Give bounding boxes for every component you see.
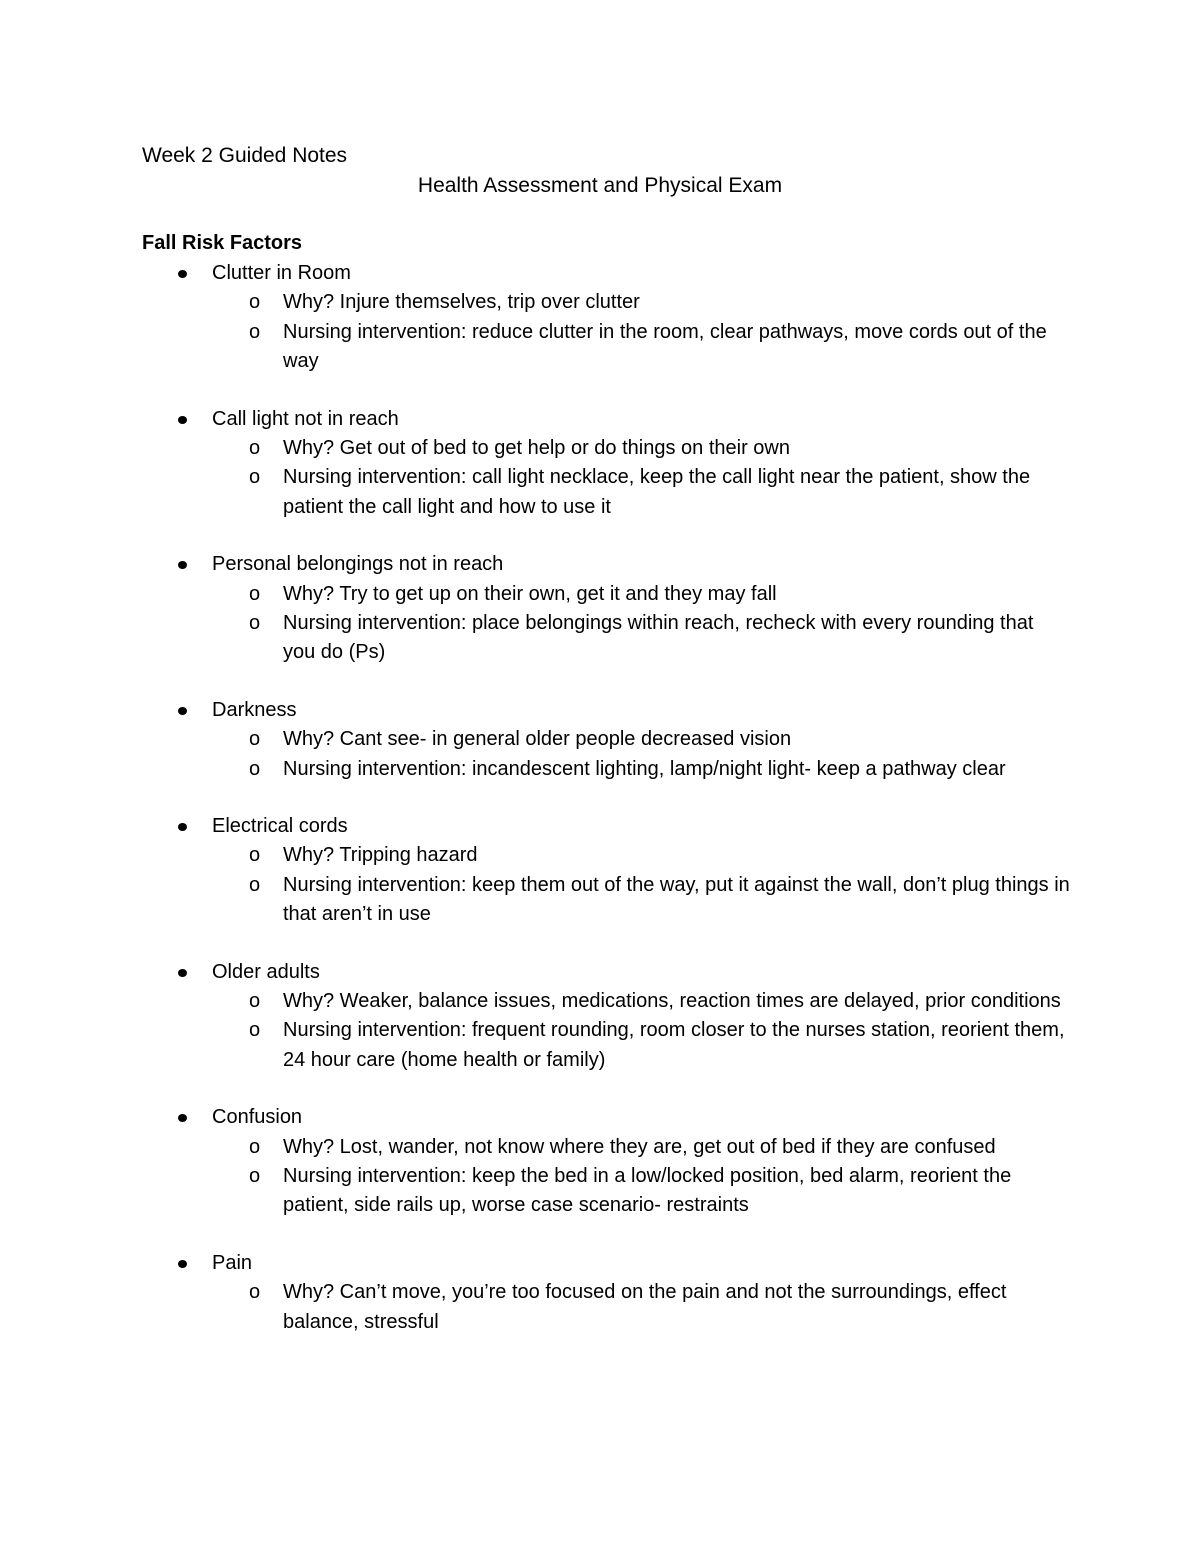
- why-item: [0, 841, 1200, 870]
- bullet-icon: [178, 707, 187, 715]
- why-text: Why? Get out of bed to get help or do things on their own: [283, 437, 790, 459]
- fall-risk-factor-list: [0, 259, 1200, 1365]
- circle-bullet-icon: o: [249, 728, 261, 751]
- why-text: Why? Lost, wander, not know where they are, get out of bed if they are confused: [283, 1135, 996, 1158]
- document-subtitle: Health Assessment and Physical Exam: [417, 174, 783, 197]
- factor-label: Pain: [212, 1251, 253, 1274]
- factor-label: Electrical cords: [212, 815, 348, 838]
- factor-label: Darkness: [212, 698, 297, 721]
- factor-details: [0, 1133, 1200, 1221]
- circle-bullet-icon: o: [249, 1165, 261, 1188]
- intervention-item: [0, 755, 1200, 784]
- intervention-item: [0, 609, 1200, 668]
- intervention-text: Nursing intervention: incandescent lighting, lamp/night light- keep a pathway clear: [283, 757, 1006, 780]
- why-item: [0, 725, 1200, 754]
- fall-risk-factor: [0, 812, 1200, 930]
- fall-risk-factor: [0, 696, 1200, 784]
- why-item: [0, 580, 1200, 609]
- bullet-icon: [178, 823, 187, 831]
- intervention-text: Nursing intervention: frequent rounding, room closer to the nurses station, reorient them, 24 hour care (home health or family): [283, 1019, 1065, 1071]
- bullet-icon: [178, 1114, 187, 1122]
- why-item: [0, 1133, 1200, 1162]
- document-title: Week 2 Guided Notes: [142, 144, 348, 167]
- intervention-item: [0, 1016, 1200, 1075]
- why-item: [0, 288, 1200, 317]
- fall-risk-factor: [0, 1249, 1200, 1337]
- why-text: Why? Cant see- in general older people decreased vision: [283, 728, 792, 751]
- circle-bullet-icon: o: [249, 1019, 261, 1042]
- circle-bullet-icon: o: [249, 291, 261, 314]
- factor-details: [0, 987, 1200, 1075]
- circle-bullet-icon: o: [249, 437, 261, 459]
- intervention-item: [0, 871, 1200, 930]
- factor-details: [0, 580, 1200, 668]
- intervention-text: Nursing intervention: keep them out of the way, put it against the wall, don’t plug things in that aren’t in use: [283, 873, 1070, 926]
- bullet-icon: [178, 561, 187, 569]
- factor-details: [0, 434, 1200, 522]
- circle-bullet-icon: o: [249, 1281, 261, 1304]
- why-text: Why? Weaker, balance issues, medications, reaction times are delayed, prior conditions: [283, 990, 1061, 1013]
- factor-label: Older adults: [212, 960, 320, 983]
- circle-bullet-icon: o: [249, 873, 261, 896]
- intervention-item: [0, 463, 1200, 522]
- why-item: [0, 1278, 1200, 1337]
- fall-risk-factor: [0, 958, 1200, 1076]
- factor-details: [0, 725, 1200, 784]
- intervention-text: Nursing intervention: place belongings within reach, recheck with every rounding that you do (Ps): [283, 612, 1034, 664]
- why-item: [0, 434, 1200, 463]
- circle-bullet-icon: o: [249, 990, 261, 1013]
- bullet-icon: [178, 270, 187, 278]
- factor-label: Call light not in reach: [212, 407, 399, 430]
- why-item: [0, 987, 1200, 1016]
- intervention-text: Nursing intervention: reduce clutter in the room, clear pathways, move cords out of the way: [283, 320, 1047, 373]
- intervention-item: [0, 1162, 1200, 1221]
- circle-bullet-icon: o: [249, 612, 261, 635]
- fall-risk-factor: [0, 405, 1200, 523]
- circle-bullet-icon: o: [249, 466, 261, 489]
- factor-label: Confusion: [212, 1106, 303, 1129]
- why-text: Why? Tripping hazard: [283, 844, 478, 867]
- factor-label: Clutter in Room: [212, 262, 351, 284]
- fall-risk-factor: [0, 1103, 1200, 1221]
- factor-details: [0, 1278, 1200, 1337]
- circle-bullet-icon: o: [249, 320, 261, 343]
- factor-details: [0, 288, 1200, 376]
- intervention-item: [0, 318, 1200, 377]
- intervention-text: Nursing intervention: keep the bed in a low/locked position, bed alarm, reorient the patient, side rails up, worse case scenario- restraints: [283, 1165, 1012, 1217]
- fall-risk-factor: [0, 550, 1200, 668]
- bullet-icon: [178, 416, 187, 424]
- why-text: Why? Try to get up on their own, get it and they may fall: [283, 582, 777, 605]
- circle-bullet-icon: o: [249, 582, 261, 605]
- factor-label: Personal belongings not in reach: [212, 553, 504, 576]
- why-text: Why? Injure themselves, trip over clutter: [283, 291, 640, 314]
- circle-bullet-icon: o: [249, 1135, 261, 1158]
- why-text: Why? Can’t move, you’re too focused on the pain and not the surroundings, effect balance, stressful: [283, 1281, 1007, 1333]
- fall-risk-factor: [0, 259, 1200, 377]
- section-heading: Fall Risk Factors: [142, 232, 303, 254]
- intervention-text: Nursing intervention: call light necklace, keep the call light near the patient, show the patient the call light and how to use it: [283, 466, 1031, 518]
- circle-bullet-icon: o: [249, 757, 261, 780]
- circle-bullet-icon: o: [249, 844, 261, 867]
- factor-details: [0, 841, 1200, 929]
- bullet-icon: [178, 1260, 187, 1268]
- bullet-icon: [178, 969, 187, 977]
